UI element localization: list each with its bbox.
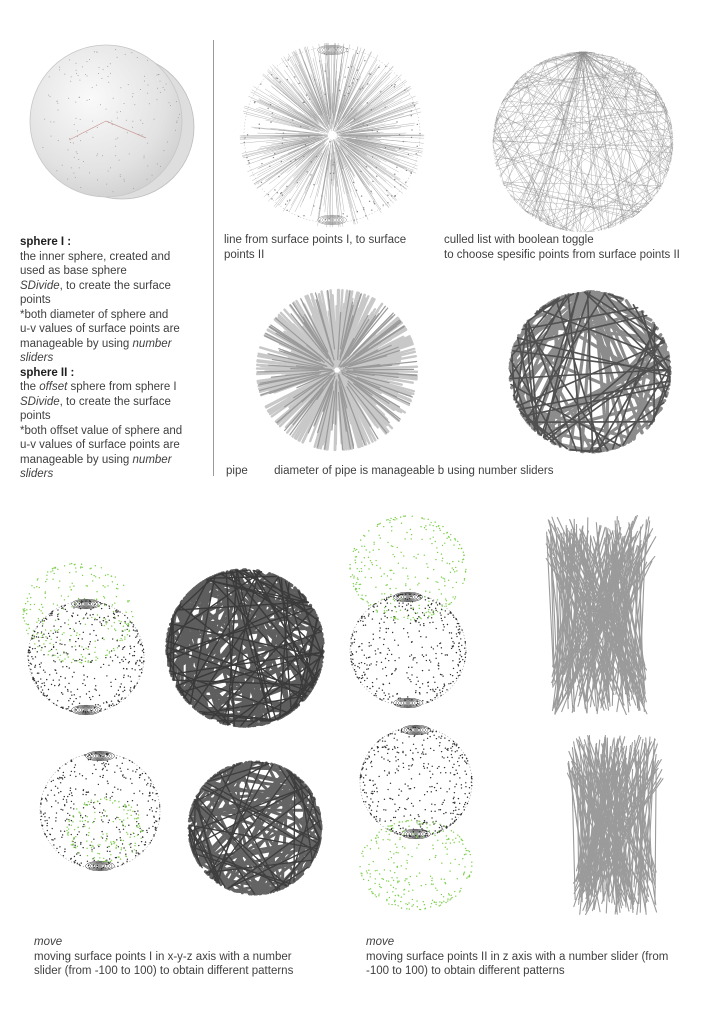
caption-line: moving surface points II in z axis with a number slider (from <box>366 950 669 963</box>
sphere2-text: u-v values of surface points are <box>20 439 180 451</box>
move1-pipes-figure <box>160 560 335 740</box>
sphere2-text: sphere from sphere I <box>67 381 177 393</box>
move1-points-figure <box>16 555 176 735</box>
sphere1-em: SDivide <box>20 279 60 292</box>
sphere2-em: SDivide <box>20 395 60 408</box>
move1-caption <box>34 935 293 979</box>
sphere1-heading: sphere I : <box>20 236 72 248</box>
lines-sphere-figure <box>232 40 432 230</box>
sphere-description <box>20 235 210 482</box>
caption-line: points II <box>224 248 265 261</box>
sphere1-text: *both diameter of sphere and <box>20 308 169 321</box>
pipe-sphere-figure <box>252 288 422 453</box>
move2-caption <box>366 935 668 979</box>
vertical-divider <box>213 40 214 476</box>
sphere2-em: offset <box>39 381 68 393</box>
sphere2-text: the <box>20 381 40 393</box>
sphere1-text: , to create the surface <box>59 279 171 292</box>
stack-up-pipes-figure <box>530 515 670 715</box>
caption-line: to choose spesific points from surface points II <box>444 248 680 261</box>
caption-line: slider (from -100 to 100) to obtain different patterns <box>34 965 294 977</box>
pipe-label: pipe <box>226 465 248 477</box>
move-title: move <box>34 936 63 948</box>
sphere2-em: number <box>132 453 172 466</box>
stack-down-pipes-figure <box>555 735 675 915</box>
sphere2-text: manageable by using <box>20 453 133 466</box>
culled-lines-figure <box>478 40 688 235</box>
sphere2-text: points <box>20 410 51 422</box>
sphere1-text: manageable by using <box>20 337 133 350</box>
sphere2-heading: sphere II : <box>20 366 75 379</box>
caption-line: line from surface points I, to surface <box>224 234 407 246</box>
pipe-description: diameter of pipe is manageable b using number sliders <box>274 465 554 477</box>
sphere2-text: *both offset value of sphere and <box>20 424 183 437</box>
pipe-culled-figure <box>500 287 680 457</box>
sphere1-text: used as base sphere <box>20 265 127 277</box>
sphere1-em: sliders <box>20 352 54 364</box>
sphere1-text: u-v values of surface points are <box>20 323 180 335</box>
pipe-caption <box>226 464 554 479</box>
caption-line: -100 to 100) to obtain different patterns <box>366 965 565 977</box>
move-title: move <box>366 936 395 948</box>
stack-down-points-figure <box>350 720 485 915</box>
sphere1-em: number <box>132 337 172 350</box>
caption-line: moving surface points I in x-y-z axis with a number <box>34 950 292 963</box>
lines-caption <box>224 233 406 262</box>
stack-up-points-figure <box>340 512 480 712</box>
move2-pipes-figure <box>180 758 330 898</box>
caption-line: culled list with boolean toggle <box>444 234 594 246</box>
sphere1-text: points <box>20 294 51 306</box>
move2-points-figure <box>30 745 170 880</box>
sphere2-em: sliders <box>20 468 54 480</box>
sphere1-text: the inner sphere, created and <box>20 250 171 263</box>
culled-caption <box>444 233 680 262</box>
base-sphere-figure <box>24 35 204 210</box>
sphere2-text: , to create the surface <box>59 395 171 408</box>
